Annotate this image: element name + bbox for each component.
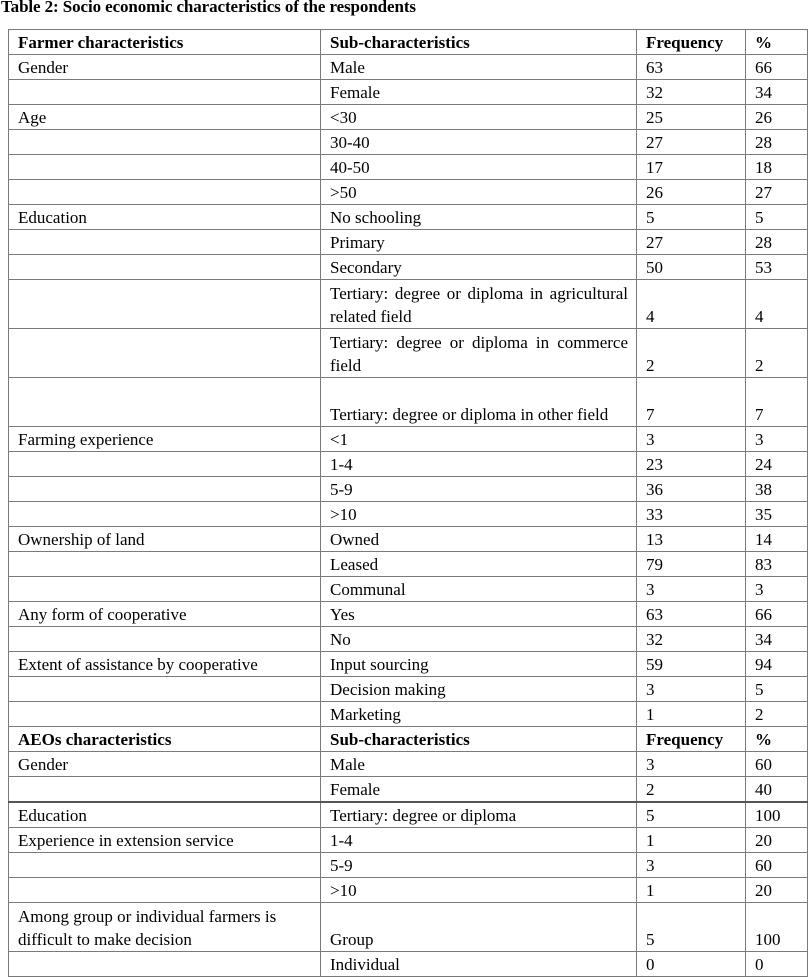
table-row (9, 602, 808, 627)
table-row (9, 80, 808, 105)
percent-cell: 3 (746, 427, 808, 452)
percent-cell: 100 (746, 903, 808, 952)
table-row (9, 527, 808, 552)
percent-cell: 53 (746, 255, 808, 280)
percent-cell: 24 (746, 452, 808, 477)
sub-characteristic-cell: Marketing (321, 702, 637, 727)
percent-cell: 26 (746, 105, 808, 130)
sub-characteristic-cell: Tertiary: degree or diploma (321, 802, 637, 828)
percent-cell: 28 (746, 230, 808, 255)
frequency-cell: 1 (637, 878, 746, 903)
table-row (9, 105, 808, 130)
percent-cell: 5 (746, 677, 808, 702)
table-row (9, 230, 808, 255)
percent-cell: 60 (746, 853, 808, 878)
sub-characteristic-cell: >10 (321, 878, 637, 903)
frequency-cell: 3 (637, 677, 746, 702)
column-header: Frequency (637, 30, 746, 55)
sub-characteristic-cell: No schooling (321, 205, 637, 230)
frequency-cell: 23 (637, 452, 746, 477)
percent-cell: 5 (746, 205, 808, 230)
percent-cell: 2 (746, 329, 808, 378)
table-row (9, 752, 808, 777)
characteristic-cell: Gender (9, 752, 321, 777)
characteristic-cell (9, 130, 321, 155)
frequency-cell: 33 (637, 502, 746, 527)
sub-characteristic-cell: Secondary (321, 255, 637, 280)
sub-characteristic-cell: 1-4 (321, 452, 637, 477)
sub-characteristic-cell: Leased (321, 552, 637, 577)
characteristic-cell (9, 577, 321, 602)
column-header: % (746, 30, 808, 55)
column-header: Sub-characteristics (321, 727, 637, 752)
frequency-cell: 3 (637, 427, 746, 452)
table-row (9, 828, 808, 853)
characteristic-cell: Education (9, 802, 321, 828)
characteristic-cell: Farming experience (9, 427, 321, 452)
percent-cell: 27 (746, 180, 808, 205)
table-row (9, 677, 808, 702)
frequency-cell: 63 (637, 602, 746, 627)
characteristic-cell (9, 552, 321, 577)
characteristic-cell (9, 155, 321, 180)
frequency-cell: 1 (637, 828, 746, 853)
characteristic-cell (9, 502, 321, 527)
frequency-cell: 3 (637, 752, 746, 777)
sub-characteristic-cell: <1 (321, 427, 637, 452)
frequency-cell: 13 (637, 527, 746, 552)
sub-characteristic-cell: Communal (321, 577, 637, 602)
characteristic-cell: Age (9, 105, 321, 130)
percent-cell: 60 (746, 752, 808, 777)
frequency-cell: 7 (637, 378, 746, 427)
frequency-cell: 5 (637, 205, 746, 230)
percent-cell: 34 (746, 80, 808, 105)
table-row (9, 777, 808, 803)
sub-characteristic-cell: Individual (321, 952, 637, 977)
table-row (9, 702, 808, 727)
frequency-cell: 36 (637, 477, 746, 502)
table-caption: Table 2: Socio economic characteristics of the respondents (1, 0, 416, 16)
frequency-cell: 26 (637, 180, 746, 205)
socio-economic-table (8, 29, 808, 977)
frequency-cell: 79 (637, 552, 746, 577)
column-header: Sub-characteristics (321, 30, 637, 55)
characteristic-cell (9, 230, 321, 255)
percent-cell: 34 (746, 627, 808, 652)
sub-characteristic-cell: Male (321, 752, 637, 777)
sub-characteristic-cell: Group (321, 903, 637, 952)
table-row (9, 853, 808, 878)
sub-characteristic-cell: Tertiary: degree or diploma in other field (321, 378, 637, 427)
percent-cell: 83 (746, 552, 808, 577)
sub-characteristic-cell: 5-9 (321, 853, 637, 878)
characteristic-cell: Education (9, 205, 321, 230)
frequency-cell: 5 (637, 802, 746, 828)
frequency-cell: 59 (637, 652, 746, 677)
column-header: % (746, 727, 808, 752)
characteristic-cell (9, 677, 321, 702)
sub-characteristic-cell: Male (321, 55, 637, 80)
sub-characteristic-cell: Female (321, 777, 637, 803)
percent-cell: 35 (746, 502, 808, 527)
percent-cell: 100 (746, 802, 808, 828)
sub-characteristic-cell: 5-9 (321, 477, 637, 502)
table-row (9, 903, 808, 952)
sub-characteristic-cell: Tertiary: degree or diploma in agricultural related field (321, 280, 637, 329)
column-header: Frequency (637, 727, 746, 752)
sub-characteristic-cell: Input sourcing (321, 652, 637, 677)
column-header: AEOs characteristics (9, 727, 321, 752)
table-row (9, 552, 808, 577)
characteristic-cell (9, 627, 321, 652)
characteristic-cell (9, 255, 321, 280)
sub-characteristic-cell: Owned (321, 527, 637, 552)
frequency-cell: 50 (637, 255, 746, 280)
sub-characteristic-cell: 30-40 (321, 130, 637, 155)
frequency-cell: 0 (637, 952, 746, 977)
sub-characteristic-cell: 40-50 (321, 155, 637, 180)
farmer-header-row (9, 30, 808, 55)
characteristic-cell: Ownership of land (9, 527, 321, 552)
percent-cell: 18 (746, 155, 808, 180)
aeo-header-row (9, 727, 808, 752)
sub-characteristic-cell: Tertiary: degree or diploma in commerce field (321, 329, 637, 378)
percent-cell: 66 (746, 602, 808, 627)
characteristic-cell (9, 853, 321, 878)
frequency-cell: 5 (637, 903, 746, 952)
table-row (9, 255, 808, 280)
table-row (9, 952, 808, 977)
frequency-cell: 32 (637, 627, 746, 652)
characteristic-cell (9, 952, 321, 977)
characteristic-cell (9, 452, 321, 477)
frequency-cell: 25 (637, 105, 746, 130)
frequency-cell: 27 (637, 130, 746, 155)
table-row (9, 427, 808, 452)
percent-cell: 94 (746, 652, 808, 677)
column-header: Farmer characteristics (9, 30, 321, 55)
frequency-cell: 32 (637, 80, 746, 105)
characteristic-cell (9, 777, 321, 803)
characteristic-cell: Among group or individual farmers is difficult to make decision (9, 903, 321, 952)
table-row (9, 280, 808, 329)
percent-cell: 38 (746, 477, 808, 502)
frequency-cell: 63 (637, 55, 746, 80)
percent-cell: 20 (746, 828, 808, 853)
characteristic-cell (9, 477, 321, 502)
frequency-cell: 3 (637, 577, 746, 602)
characteristic-cell (9, 878, 321, 903)
characteristic-cell: Experience in extension service (9, 828, 321, 853)
percent-cell: 28 (746, 130, 808, 155)
percent-cell: 20 (746, 878, 808, 903)
frequency-cell: 3 (637, 853, 746, 878)
characteristic-cell (9, 378, 321, 427)
sub-characteristic-cell: Primary (321, 230, 637, 255)
percent-cell: 0 (746, 952, 808, 977)
sub-characteristic-cell: Decision making (321, 677, 637, 702)
table-row (9, 802, 808, 828)
table-row (9, 652, 808, 677)
table-row (9, 577, 808, 602)
frequency-cell: 2 (637, 777, 746, 803)
sub-characteristic-cell: No (321, 627, 637, 652)
frequency-cell: 4 (637, 280, 746, 329)
sub-characteristic-cell: Yes (321, 602, 637, 627)
frequency-cell: 1 (637, 702, 746, 727)
characteristic-cell: Any form of cooperative (9, 602, 321, 627)
table-row (9, 155, 808, 180)
characteristic-cell (9, 702, 321, 727)
sub-characteristic-cell: <30 (321, 105, 637, 130)
sub-characteristic-cell: >10 (321, 502, 637, 527)
sub-characteristic-cell: >50 (321, 180, 637, 205)
characteristic-cell: Extent of assistance by cooperative (9, 652, 321, 677)
frequency-cell: 17 (637, 155, 746, 180)
frequency-cell: 27 (637, 230, 746, 255)
table-row (9, 130, 808, 155)
characteristic-cell (9, 80, 321, 105)
table-row (9, 502, 808, 527)
table-row (9, 452, 808, 477)
table-row (9, 180, 808, 205)
table-row (9, 205, 808, 230)
table-row (9, 55, 808, 80)
characteristic-cell (9, 329, 321, 378)
percent-cell: 7 (746, 378, 808, 427)
percent-cell: 2 (746, 702, 808, 727)
percent-cell: 3 (746, 577, 808, 602)
table-row (9, 878, 808, 903)
table-row (9, 329, 808, 378)
percent-cell: 4 (746, 280, 808, 329)
table-row (9, 378, 808, 427)
percent-cell: 66 (746, 55, 808, 80)
percent-cell: 14 (746, 527, 808, 552)
characteristic-cell (9, 280, 321, 329)
percent-cell: 40 (746, 777, 808, 803)
table-row (9, 477, 808, 502)
sub-characteristic-cell: 1-4 (321, 828, 637, 853)
sub-characteristic-cell: Female (321, 80, 637, 105)
characteristic-cell (9, 180, 321, 205)
characteristic-cell: Gender (9, 55, 321, 80)
table-row (9, 627, 808, 652)
frequency-cell: 2 (637, 329, 746, 378)
